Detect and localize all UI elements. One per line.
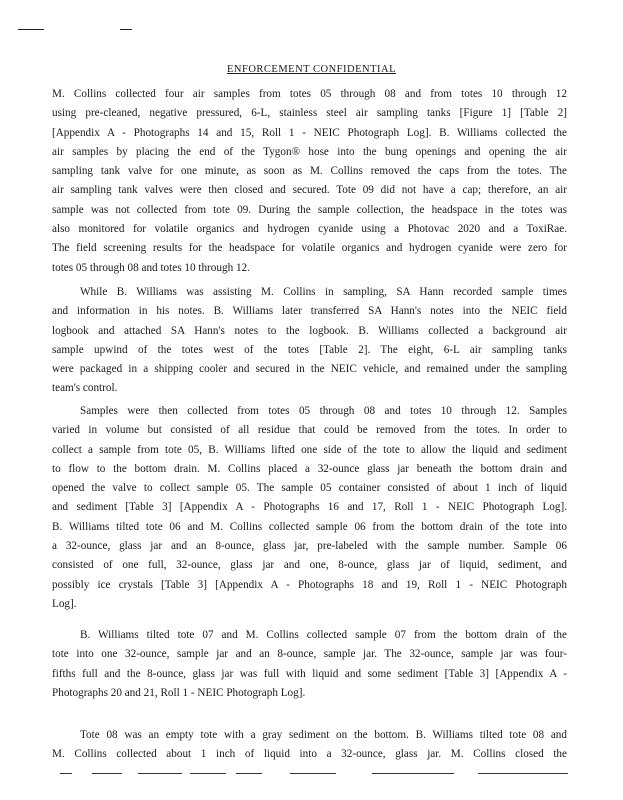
text-line: air samples by placing the end of the Tygon® hose into the bung openings and opening the air — [52, 145, 567, 158]
text-line: team's control. — [52, 382, 118, 395]
scan-mark — [120, 29, 132, 30]
text-line: using pre-cleaned, negative pressured, 6-L, stainless steel air sampling tanks [Figure 1] [Table 2] — [52, 107, 567, 120]
text-line: sampling tank valve for one minute, as soon as M. Collins removed the caps from the totes. The — [52, 165, 567, 178]
footer-rule — [290, 773, 336, 774]
text-line: air sampling tank valves were then closed and secured. Tote 09 did not have a cap; therefore, an air — [52, 184, 567, 197]
paragraph-2 — [52, 283, 567, 399]
text-line: Tote 08 was an empty tote with a gray sediment on the bottom. B. Williams tilted tote 08 and — [80, 729, 567, 741]
footer-rule — [236, 773, 262, 774]
text-line: While B. Williams was assisting M. Collins in sampling, SA Hann recorded sample times — [80, 286, 567, 298]
text-line: consisted of one full, 32-ounce, glass jar and one, 8-ounce, glass jar of liquid, sediment, and — [52, 559, 567, 572]
text-line: fifths full and the 8-ounce, glass jar was full with liquid and some sediment [Table 3] [Appendix A - — [52, 667, 567, 680]
paragraph-1 — [52, 85, 567, 278]
scan-mark — [18, 29, 44, 30]
footer-rule — [478, 773, 568, 774]
text-line: Samples were then collected from totes 05 through 08 and totes 10 through 12. Samples — [80, 405, 567, 417]
text-line: sample was not collected from tote 09. During the sample collection, the headspace in the totes was — [52, 203, 567, 216]
text-line: and information in his notes. B. Williams later transferred SA Hann's notes into the NEIC field — [52, 305, 567, 318]
text-line: Photographs 20 and 21, Roll 1 - NEIC Photograph Log]. — [52, 686, 306, 699]
text-line: sample upwind of the totes west of the totes [Table 2]. The eight, 6-L air sampling tanks — [52, 343, 567, 356]
text-line: tote into one 32-ounce, sample jar and an 8-ounce, sample jar. The 32-ounce, sample jar was four- — [52, 648, 567, 661]
footer-rule — [372, 773, 454, 774]
paragraph-3 — [52, 402, 567, 614]
document-header: ENFORCEMENT CONFIDENTIAL — [226, 64, 396, 75]
text-line: possibly ice crystals [Table 3] [Appendix A - Photographs 18 and 19, Roll 1 - NEIC Photograph — [52, 578, 567, 591]
text-line: also monitored for volatile organics and hydrogen cyanide using a Photovac 2020 and a ToxiRae. — [52, 223, 567, 236]
footer-rule — [92, 773, 122, 774]
text-line: collect a sample from tote 05, B. Williams lifted one side of the tote to allow the liquid and sediment — [52, 443, 567, 456]
text-line: and sediment [Table 3] [Appendix A - Photographs 16 and 17, Roll 1 - NEIC Photograph Log]. — [52, 501, 567, 514]
paragraph-5 — [52, 726, 567, 765]
text-line: [Appendix A - Photographs 14 and 15, Roll 1 - NEIC Photograph Log]. B. Williams collected the — [52, 126, 567, 139]
text-line: M. Collins collected four air samples from totes 05 through 08 and from totes 10 through 12 — [52, 88, 567, 100]
text-line: totes 05 through 08 and totes 10 through 12. — [52, 261, 250, 274]
footer-rule — [60, 773, 72, 774]
paragraph-4 — [52, 626, 567, 703]
text-line: logbook and attached SA Hann's notes to the logbook. B. Williams collected a background air — [52, 324, 567, 337]
text-line: to flow to the bottom drain. M. Collins placed a 32-ounce glass jar beneath the bottom drain and — [52, 462, 567, 475]
text-line: varied in volume but consisted of all residue that could be removed from the totes. In order to — [52, 424, 567, 437]
text-line: Log]. — [52, 597, 77, 610]
footer-rule — [138, 773, 182, 774]
text-line: a 32-ounce, glass jar and an 8-ounce, glass jar, pre-labeled with the sample number. Sample 06 — [52, 540, 567, 553]
text-line: B. Williams tilted tote 06 and M. Collins collected sample 06 from the bottom drain of the tote into — [52, 520, 567, 533]
text-line: The field screening results for the headspace for volatile organics and hydrogen cyanide were zero for — [52, 242, 567, 255]
text-line: M. Collins collected about 1 inch of liquid into a 32-ounce, glass jar. M. Collins closed the — [52, 748, 567, 761]
text-line: B. Williams tilted tote 07 and M. Collins collected sample 07 from the bottom drain of the — [80, 629, 567, 641]
text-line: were packaged in a shipping cooler and secured in the NEIC vehicle, and remained under the sampling — [52, 363, 567, 376]
footer-rule — [190, 773, 226, 774]
text-line: opened the valve to collect sample 05. The sample 05 container consisted of about 1 inch of liquid — [52, 482, 567, 495]
